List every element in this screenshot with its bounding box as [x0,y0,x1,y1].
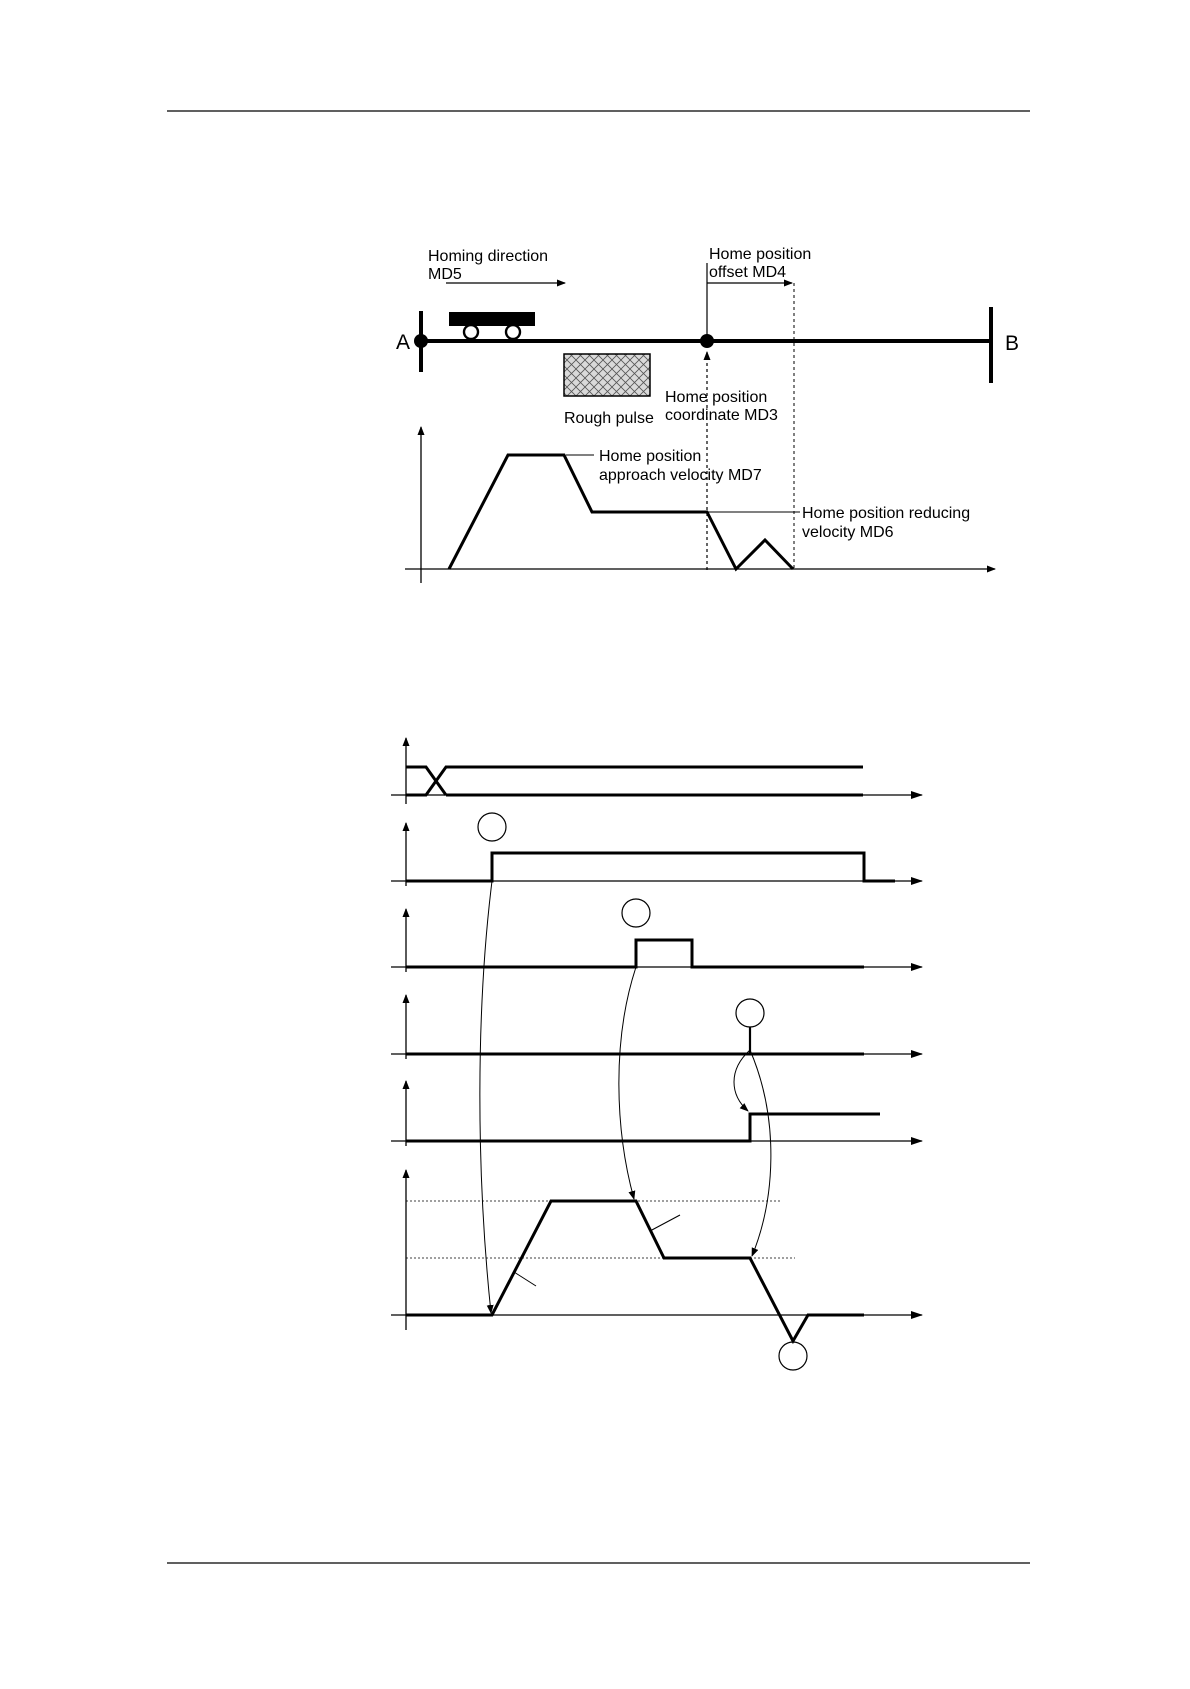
timing-diagram [391,738,922,1370]
decel-slope-leader [650,1215,680,1231]
rough-pulse-block [564,354,650,396]
home-offset-label: Home position [709,246,812,263]
homing-direction-label: Homing direction [428,248,549,265]
home-position-dot [700,334,714,348]
causal-arrow-2 [619,967,636,1199]
row2-signal [406,853,895,881]
row1-signal [406,767,863,795]
point-a-dot [414,334,428,348]
home-coordinate-md3: coordinate MD3 [665,407,778,424]
row6-velocity-profile [406,1201,864,1341]
marker-circle-4 [779,1342,807,1370]
causal-arrow-1 [480,881,492,1313]
causal-arrow-4 [750,1050,771,1256]
causal-arrow-3 [734,1050,750,1111]
homing-overview-diagram [396,246,1019,583]
home-offset-md4: offset MD4 [709,264,787,281]
point-a-label: A [396,331,411,354]
marker-circle-1 [478,813,506,841]
point-b-label: B [1005,332,1020,355]
accel-slope-leader [514,1272,536,1286]
marker-circle-2 [622,899,650,927]
row3-signal [406,940,864,967]
row5-signal [406,1114,880,1141]
reducing-velocity-label: Home position reducing [802,505,971,522]
marker-circle-3 [736,999,764,1027]
rough-pulse-label: Rough pulse [564,410,654,427]
reducing-velocity-md6: velocity MD6 [802,524,894,541]
approach-velocity-md7: approach velocity MD7 [599,467,762,484]
homing-direction-md5: MD5 [428,266,462,283]
cart-icon [449,312,535,339]
approach-velocity-label: Home position [599,448,702,465]
home-coordinate-label: Home position [665,389,768,406]
